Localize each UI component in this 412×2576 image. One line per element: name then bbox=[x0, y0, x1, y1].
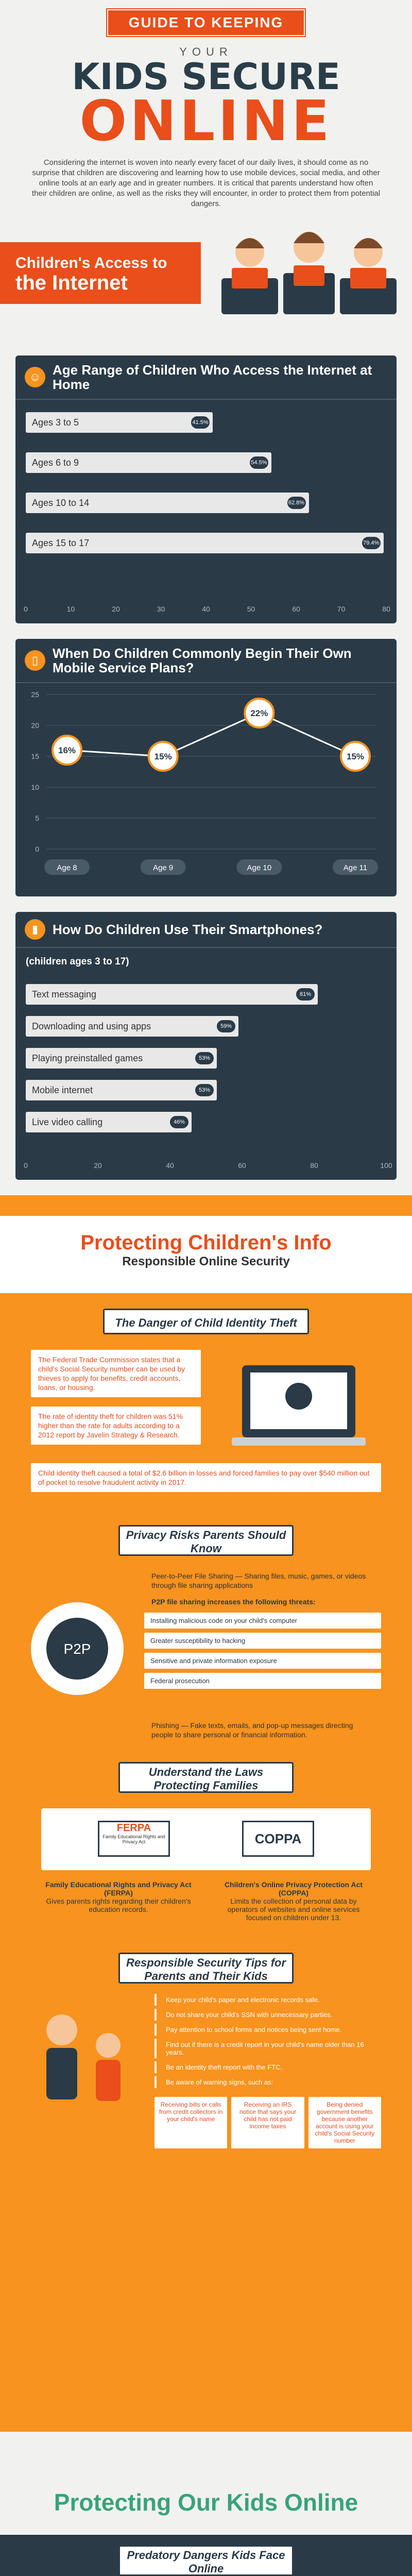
bar-row bbox=[15, 979, 397, 1011]
x-tick-label: 20 bbox=[94, 1161, 102, 1170]
x-tick-label: 0 bbox=[24, 1161, 28, 1170]
p2p-threats-list bbox=[144, 1613, 381, 1693]
svg-text:P2P: P2P bbox=[63, 1641, 91, 1657]
access-line1: Children's Access to bbox=[15, 255, 167, 272]
x-tick-label: 40 bbox=[202, 605, 210, 613]
coppa-logo: COPPA bbox=[242, 1821, 314, 1857]
bar: Live video calling 46% bbox=[26, 1112, 192, 1132]
bar-value-label: 41.5% bbox=[191, 416, 210, 429]
x-tick-label: 50 bbox=[247, 605, 255, 613]
predatory-dangers-section bbox=[0, 2535, 412, 2576]
protecting-info-section bbox=[0, 1195, 412, 2432]
x-tick-label: 60 bbox=[238, 1161, 246, 1170]
ferpa-description bbox=[41, 1880, 196, 1913]
bar: Ages 6 to 9 54.5% bbox=[26, 452, 271, 473]
x-tick-label: 0 bbox=[24, 605, 28, 613]
x-tick-label: 80 bbox=[382, 605, 390, 613]
your-text: YOUR bbox=[179, 45, 233, 58]
security-tips-list bbox=[154, 1994, 381, 2091]
theft-item-3: Child identity theft caused a total of $2.6 billion in losses and forced families to pay over $540 million out of pocket to resolve fraudulent activity in 2017. bbox=[31, 1463, 381, 1492]
series-line bbox=[67, 713, 355, 756]
y-tick-label: 5 bbox=[35, 814, 39, 822]
laws-banner: Understand the Laws Protecting Families bbox=[118, 1762, 294, 1793]
x-tick-label: 40 bbox=[166, 1161, 174, 1170]
coppa-description bbox=[216, 1880, 371, 1922]
age-range-title: Age Range of Children Who Access the Internet at Home bbox=[53, 362, 372, 392]
bar: Text messaging 81% bbox=[26, 984, 318, 1005]
category-label: Age 11 bbox=[343, 863, 368, 872]
mobile-plan-header bbox=[15, 639, 397, 683]
data-label: 16% bbox=[58, 745, 76, 755]
warning-sign: Receiving bills or calls from credit collectors in your child's name bbox=[154, 2097, 227, 2148]
kids-devices-illustration bbox=[216, 216, 402, 325]
coppa-text: Limits the collection of personal data by operators of websites and online services focused on children under 13. bbox=[227, 1897, 360, 1922]
ferpa-logo-text: FERPA bbox=[116, 1822, 151, 1834]
identity-theft-banner: The Danger of Child Identity Theft bbox=[103, 1309, 309, 1334]
ferpa-text: Gives parents rights regarding their children's education records. bbox=[46, 1897, 191, 1913]
bar-value-label: 62.8% bbox=[287, 497, 306, 509]
bar-row bbox=[15, 1075, 397, 1107]
bar: Ages 3 to 5 41.5% bbox=[26, 412, 213, 433]
p2p-illustration bbox=[21, 1571, 134, 1726]
online-title: ONLINE bbox=[79, 89, 333, 154]
ferpa-title: Family Educational Rights and Privacy Act (FERPA) bbox=[45, 1880, 192, 1897]
bar-row bbox=[15, 1043, 397, 1075]
bar-value-label: 53% bbox=[195, 1084, 214, 1096]
coppa-title: Children's Online Privacy Protection Act (COPPA) bbox=[224, 1880, 363, 1897]
mobile-plan-title: When Do Children Commonly Begin Their Own Mobile Service Plans? bbox=[53, 646, 352, 675]
bar-value-label: 81% bbox=[296, 988, 315, 1001]
x-tick-label: 20 bbox=[112, 605, 120, 613]
guide-ribbon: GUIDE TO KEEPING bbox=[107, 9, 305, 36]
data-label: 22% bbox=[250, 708, 268, 718]
y-tick-label: 20 bbox=[31, 721, 39, 730]
bar-row bbox=[15, 407, 397, 447]
smartphone-use-title: How Do Children Use Their Smartphones? bbox=[53, 922, 323, 937]
ferpa-logo bbox=[98, 1821, 170, 1857]
smartphone-use-header bbox=[15, 912, 397, 948]
p2p-threat-item: Greater susceptibility to hacking bbox=[144, 1633, 381, 1649]
intro-paragraph: Considering the internet is woven into nearly every facet of our daily lives, it should come as no surprise that children are discovering and learning how to use mobile devices, social media, and other online tools at an early age and in greater numbers. It is critical that parents understand how often their children are online, as well as the risks they will encounter, in order to protect them from potential dangers. bbox=[31, 158, 381, 208]
smartphone-use-panel bbox=[15, 912, 397, 1180]
age-range-panel bbox=[15, 355, 397, 623]
data-label: 15% bbox=[154, 752, 172, 761]
age-range-header bbox=[15, 355, 397, 400]
protecting-info-title: Protecting Children's Info bbox=[80, 1231, 332, 1254]
access-line2: the Internet bbox=[15, 272, 128, 294]
bar: Downloading and using apps 59% bbox=[26, 1016, 238, 1037]
x-tick-label: 60 bbox=[292, 605, 300, 613]
kids-online-title: Protecting Our Kids Online bbox=[54, 2489, 358, 2516]
bar-row bbox=[15, 447, 397, 487]
bar-row bbox=[15, 1107, 397, 1139]
predatory-banner: Predatory Dangers Kids Face Online bbox=[118, 2545, 294, 2576]
access-banner bbox=[0, 242, 201, 304]
data-label: 15% bbox=[346, 752, 365, 761]
security-tip: Do not share your child's SSN with unnecessary parties. bbox=[154, 2009, 381, 2021]
y-tick-label: 25 bbox=[31, 690, 39, 699]
p2p-threat-item: Sensitive and private information exposure bbox=[144, 1653, 381, 1669]
theft-item-1: The Federal Trade Commission states that a child's Social Security number can be used by thieves to apply for benefits, credit accounts, loans, or housing. bbox=[31, 1350, 201, 1397]
bar-value-label: 54.5% bbox=[250, 456, 268, 469]
laptop-thief-illustration bbox=[221, 1345, 376, 1453]
age-range-x-axis bbox=[24, 605, 390, 615]
privacy-risks-banner: Privacy Risks Parents Should Know bbox=[118, 1525, 294, 1556]
warning-signs bbox=[154, 2097, 381, 2148]
smartphone-use-x-axis bbox=[24, 1161, 392, 1172]
bar-value-label: 59% bbox=[217, 1020, 235, 1032]
laws-logos bbox=[41, 1808, 371, 1870]
family-illustration bbox=[21, 1999, 144, 2112]
ferpa-logo-sub: Family Educational Rights and Privacy Act bbox=[102, 1834, 165, 1844]
bar: Playing preinstalled games 53% bbox=[26, 1048, 217, 1069]
smartphone-use-chart bbox=[15, 979, 397, 1149]
bar: Mobile internet 53% bbox=[26, 1080, 217, 1100]
warning-sign: Receiving an IRS notice that says your child has not paid income taxes bbox=[231, 2097, 304, 2148]
kids-secure-title: KIDS SECURE bbox=[72, 56, 340, 98]
y-tick-label: 15 bbox=[31, 752, 39, 760]
people-icon: ☺ bbox=[25, 367, 45, 387]
smartphone-icon: ▮ bbox=[25, 919, 45, 940]
bar-row bbox=[15, 1011, 397, 1043]
x-tick-label: 30 bbox=[157, 605, 165, 613]
category-label: Age 8 bbox=[57, 863, 77, 872]
security-tip: Find out if there is a credit report in your child's name older than 16 years. bbox=[154, 2039, 381, 2058]
security-tip: Keep your child's paper and electronic records safe. bbox=[154, 1994, 381, 2006]
x-tick-label: 10 bbox=[66, 605, 75, 613]
theft-item-2: The rate of identity theft for children was 51% higher than the rate for adults according to a 2012 report by Javelin Strategy & Research. bbox=[31, 1406, 201, 1445]
bar-value-label: 53% bbox=[195, 1052, 214, 1064]
y-tick-label: 10 bbox=[31, 783, 39, 791]
security-tip: Be aware of warning signs, such as: bbox=[154, 2076, 381, 2088]
bar-row bbox=[15, 487, 397, 528]
smartphone-use-subtitle: (children ages 3 to 17) bbox=[26, 956, 129, 967]
x-tick-label: 70 bbox=[337, 605, 346, 613]
p2p-intro: Peer-to-Peer File Sharing — Sharing files, music, games, or videos through file sharing applications bbox=[151, 1572, 366, 1589]
p2p-threat-item: Installing malicious code on your child's computer bbox=[144, 1613, 381, 1629]
age-range-chart bbox=[15, 407, 397, 577]
y-tick-label: 0 bbox=[35, 845, 39, 853]
mobile-plan-panel bbox=[15, 639, 397, 896]
x-tick-label: 100 bbox=[380, 1161, 392, 1170]
security-tips-banner: Responsible Security Tips for Parents and Their Kids bbox=[118, 1953, 294, 1984]
protecting-info-card bbox=[0, 1216, 412, 1293]
bar-value-label: 46% bbox=[170, 1116, 188, 1128]
protecting-info-subtitle: Responsible Online Security bbox=[122, 1255, 290, 1268]
warning-sign: Being denied government benefits because another account is using your child's Social Security number bbox=[308, 2097, 381, 2148]
phone-icon: ▯ bbox=[25, 650, 45, 671]
mobile-plan-chart bbox=[15, 684, 397, 890]
x-tick-label: 80 bbox=[310, 1161, 318, 1170]
p2p-threat-item: Federal prosecution bbox=[144, 1673, 381, 1689]
category-label: Age 10 bbox=[247, 863, 272, 872]
phishing-text: Phishing — Fake texts, emails, and pop-up messages directing people to share personal or financial information. bbox=[151, 1721, 353, 1739]
security-tip: Pay attention to school forms and notices being sent home. bbox=[154, 2024, 381, 2036]
bar: Ages 10 to 14 62.8% bbox=[26, 493, 309, 513]
category-label: Age 9 bbox=[153, 863, 174, 872]
bar: Ages 15 to 17 79.4% bbox=[26, 533, 384, 553]
p2p-threats-head: P2P file sharing increases the following threats: bbox=[151, 1598, 316, 1606]
security-tip: Be an identity theft report with the FTC. bbox=[154, 2061, 381, 2073]
bar-value-label: 79.4% bbox=[362, 537, 381, 549]
bar-row bbox=[15, 528, 397, 568]
